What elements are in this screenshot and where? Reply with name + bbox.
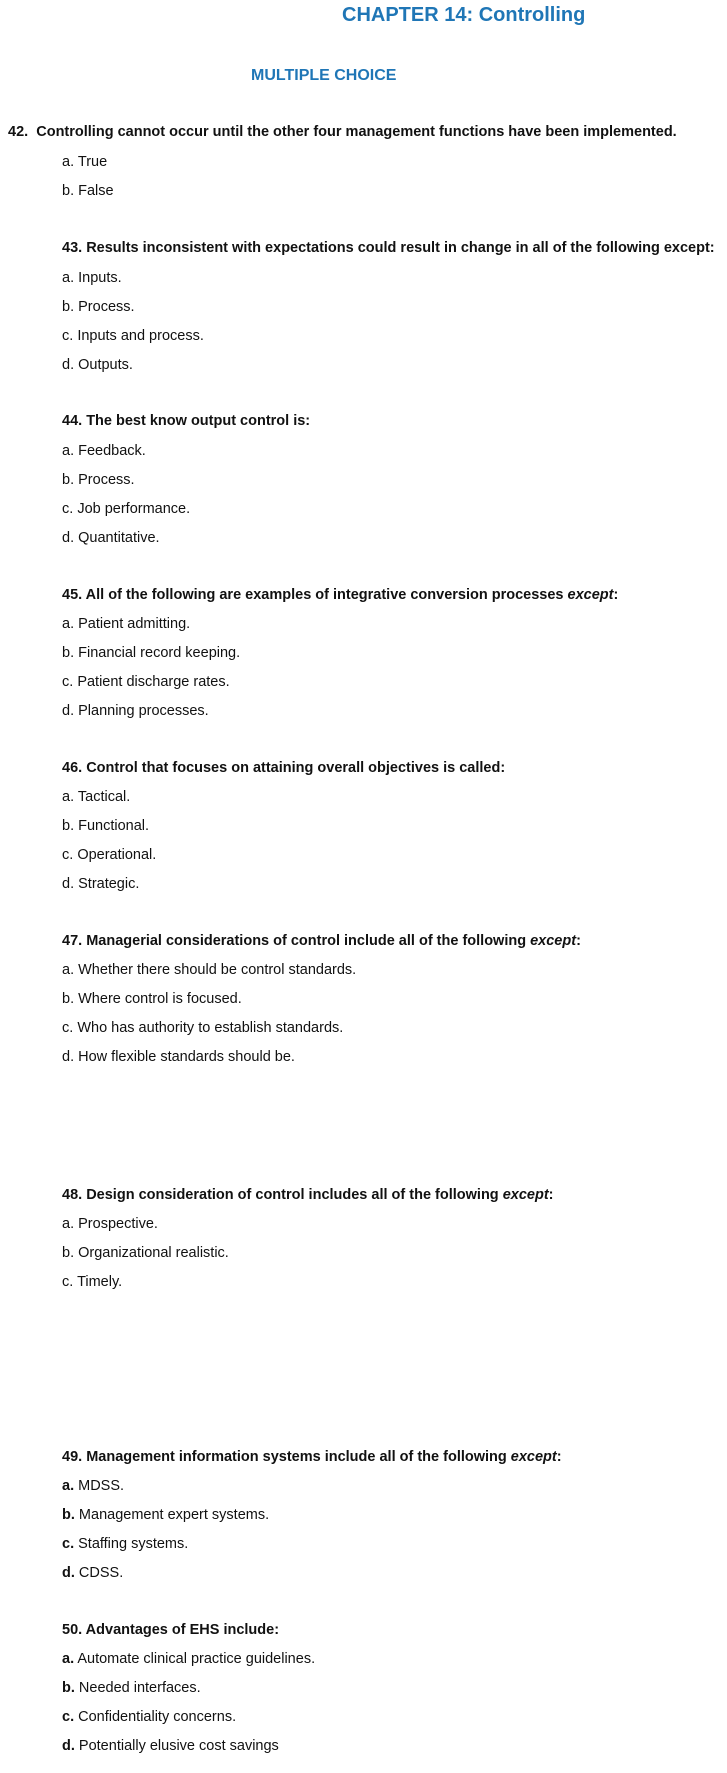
question-number: 42. xyxy=(8,124,29,140)
option-50-b: b. Needed interfaces. xyxy=(62,1680,201,1696)
question-number: 48. xyxy=(62,1187,83,1203)
option-44-b: b. Process. xyxy=(62,472,135,488)
question-46 xyxy=(62,760,505,776)
option-48-a: a. Prospective. xyxy=(62,1216,158,1232)
emphasis: except xyxy=(502,1187,549,1203)
emphasis: except xyxy=(567,587,614,603)
section-title: MULTIPLE CHOICE xyxy=(251,67,397,84)
question-number: 46. xyxy=(62,760,83,776)
question-text: Managerial considerations of control include all of the following xyxy=(86,933,531,949)
option-49-a: a. MDSS. xyxy=(62,1478,125,1494)
question-47: 47. Managerial considerations of control include all of the following except: xyxy=(62,933,581,949)
option-42-a: a. True xyxy=(62,154,108,170)
option-48-c: c. Timely. xyxy=(62,1274,123,1290)
option-49-d: d. CDSS. xyxy=(62,1565,124,1581)
question-number: 43. xyxy=(62,240,83,256)
option-44-d: d. Quantitative. xyxy=(62,530,160,546)
emphasis: except xyxy=(530,933,577,949)
option-46-c: c. Operational. xyxy=(62,847,157,863)
question-45: 45. All of the following are examples of integrative conversion processes except: xyxy=(62,587,619,603)
option-47-d: d. How flexible standards should be. xyxy=(62,1049,295,1065)
option-46-a: a. Tactical. xyxy=(62,789,131,805)
question-44 xyxy=(62,413,310,429)
option-49-b: b. Management expert systems. xyxy=(62,1507,270,1523)
option-44-c: c. Job performance. xyxy=(62,501,191,517)
option-45-c: c. Patient discharge rates. xyxy=(62,674,230,690)
option-49-c: c. Staffing systems. xyxy=(62,1536,189,1552)
option-45-a: a. Patient admitting. xyxy=(62,616,191,632)
question-text: Control that focuses on attaining overall objectives is called: xyxy=(86,760,506,776)
question-number: 45. xyxy=(62,587,83,603)
question-42 xyxy=(8,124,677,140)
option-46-d: d. Strategic. xyxy=(62,876,140,892)
question-43 xyxy=(62,240,715,256)
question-49: 49. Management information systems include all of the following except: xyxy=(62,1449,562,1465)
question-50 xyxy=(62,1622,279,1638)
option-50-d: d. Potentially elusive cost savings xyxy=(62,1738,279,1754)
question-text: Advantages of EHS include: xyxy=(85,1622,280,1638)
question-text: Results inconsistent with expectations could result in change in all of the following except: xyxy=(86,240,715,256)
question-number: 50. xyxy=(62,1622,83,1638)
option-42-b: b. False xyxy=(62,183,114,199)
question-text: Design consideration of control includes all of the following xyxy=(86,1187,503,1203)
option-46-b: b. Functional. xyxy=(62,818,150,834)
option-43-c: c. Inputs and process. xyxy=(62,328,204,344)
option-48-b: b. Organizational realistic. xyxy=(62,1245,229,1261)
question-number: 49. xyxy=(62,1449,83,1465)
option-50-c: c. Confidentiality concerns. xyxy=(62,1709,237,1725)
question-text: The best know output control is: xyxy=(86,413,311,429)
option-43-a: a. Inputs. xyxy=(62,270,122,286)
chapter-title: CHAPTER 14: Controlling xyxy=(342,4,586,26)
question-text: All of the following are examples of integrative conversion processes xyxy=(85,587,568,603)
option-47-b: b. Where control is focused. xyxy=(62,991,242,1007)
question-number: 47. xyxy=(62,933,83,949)
option-43-b: b. Process. xyxy=(62,299,135,315)
emphasis: except xyxy=(510,1449,557,1465)
option-45-b: b. Financial record keeping. xyxy=(62,645,241,661)
question-48: 48. Design consideration of control includes all of the following except: xyxy=(62,1187,554,1203)
option-47-c: c. Who has authority to establish standards. xyxy=(62,1020,344,1036)
option-45-d: d. Planning processes. xyxy=(62,703,209,719)
question-text: Controlling cannot occur until the other four management functions have been implemented. xyxy=(36,124,677,140)
option-44-a: a. Feedback. xyxy=(62,443,146,459)
option-43-d: d. Outputs. xyxy=(62,357,133,373)
option-47-a: a. Whether there should be control standards. xyxy=(62,962,357,978)
question-text: Management information systems include all of the following xyxy=(86,1449,511,1465)
question-number: 44. xyxy=(62,413,83,429)
option-50-a: a. Automate clinical practice guidelines. xyxy=(62,1651,316,1667)
